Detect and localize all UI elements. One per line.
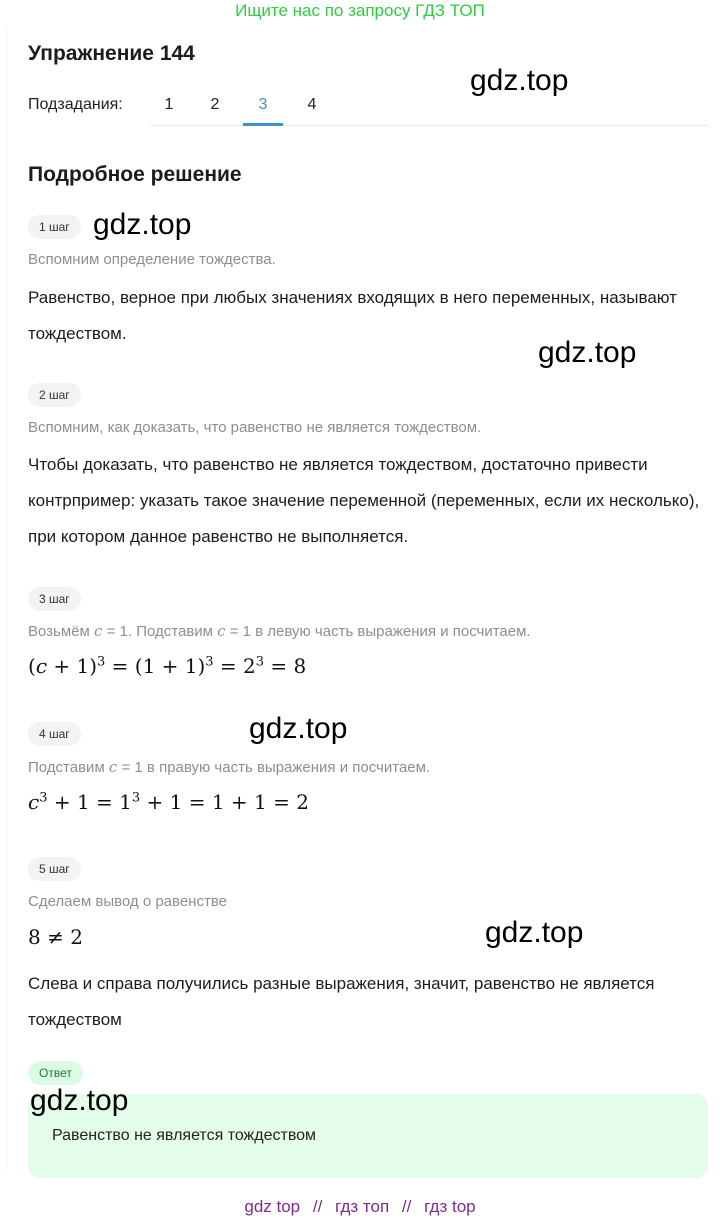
step-4-formula: $c^3 + 1 = 1^3 + 1 = 1 + 1 = 2$ bbox=[28, 790, 309, 814]
tab-subtask-1[interactable]: 1 bbox=[164, 96, 174, 113]
step-3-badge: 3 шаг bbox=[28, 587, 81, 611]
step-1-hint: Вспомним определение тождества. bbox=[28, 251, 276, 268]
footer-link-gdz-top-mixed[interactable]: гдз top bbox=[424, 1197, 476, 1216]
watermark: gdz.top bbox=[249, 712, 348, 745]
subtasks-label: Подзадания: bbox=[28, 96, 123, 113]
watermark: gdz.top bbox=[538, 336, 637, 369]
answer-text: Равенство не является тождеством bbox=[52, 1127, 317, 1144]
footer-separator: // bbox=[312, 1197, 323, 1216]
active-tab-indicator bbox=[243, 123, 283, 126]
watermark: gdz.top bbox=[485, 916, 584, 949]
tab-subtask-2[interactable]: 2 bbox=[210, 96, 220, 113]
page-title: Упражнение 144 bbox=[28, 42, 195, 65]
tabs-divider bbox=[150, 125, 708, 126]
step-5-hint: Сделаем вывод о равенстве bbox=[28, 893, 227, 910]
step-3-formula: $(c + 1)^3 = (1 + 1)^3 = 2^3 = 8$ bbox=[28, 654, 307, 678]
answer-badge: Ответ bbox=[28, 1061, 83, 1085]
footer-separator: // bbox=[401, 1197, 412, 1216]
footer-link-gdz-top[interactable]: gdz top bbox=[244, 1197, 301, 1216]
step-2-hint: Вспомним, как доказать, что равенство не является тождеством. bbox=[28, 419, 482, 436]
answer-box bbox=[28, 1094, 708, 1178]
tab-subtask-4[interactable]: 4 bbox=[307, 96, 317, 113]
step-5-badge: 5 шаг bbox=[28, 857, 81, 881]
step-4-hint: Подставим c = 1 в правую часть выражения и посчитаем. bbox=[28, 758, 431, 776]
watermark: gdz.top bbox=[30, 1084, 129, 1117]
step-5-formula: 8 ≠ 2 bbox=[28, 925, 83, 949]
step-5-text: Слева и справа получились разные выражения, значит, равенство не является тождеством bbox=[28, 974, 655, 1029]
footer-links bbox=[0, 1197, 720, 1217]
step-1-text: Равенство, верное при любых значениях входящих в него переменных, называют тождеством. bbox=[28, 288, 677, 343]
watermark: gdz.top bbox=[93, 208, 192, 241]
step-3-hint: Возьмём c = 1. Подставим c = 1 в левую часть выражения и посчитаем. bbox=[28, 622, 531, 640]
step-2-text: Чтобы доказать, что равенство не является тождеством, достаточно привести контрпример: указать такое значение переменной (переменных, если их несколько), при котором данное равенство не выполняется. bbox=[28, 455, 700, 546]
step-4-badge: 4 шаг bbox=[28, 722, 81, 746]
watermark: gdz.top bbox=[470, 64, 569, 97]
top-banner: Ищите нас по запросу ГДЗ ТОП bbox=[235, 1, 485, 20]
footer-link-gdz-top-ru[interactable]: гдз топ bbox=[335, 1197, 390, 1216]
step-2-badge: 2 шаг bbox=[28, 383, 81, 407]
section-title: Подробное решение bbox=[28, 163, 242, 186]
step-1-badge: 1 шаг bbox=[28, 215, 81, 239]
tab-subtask-3[interactable]: 3 bbox=[258, 96, 268, 113]
